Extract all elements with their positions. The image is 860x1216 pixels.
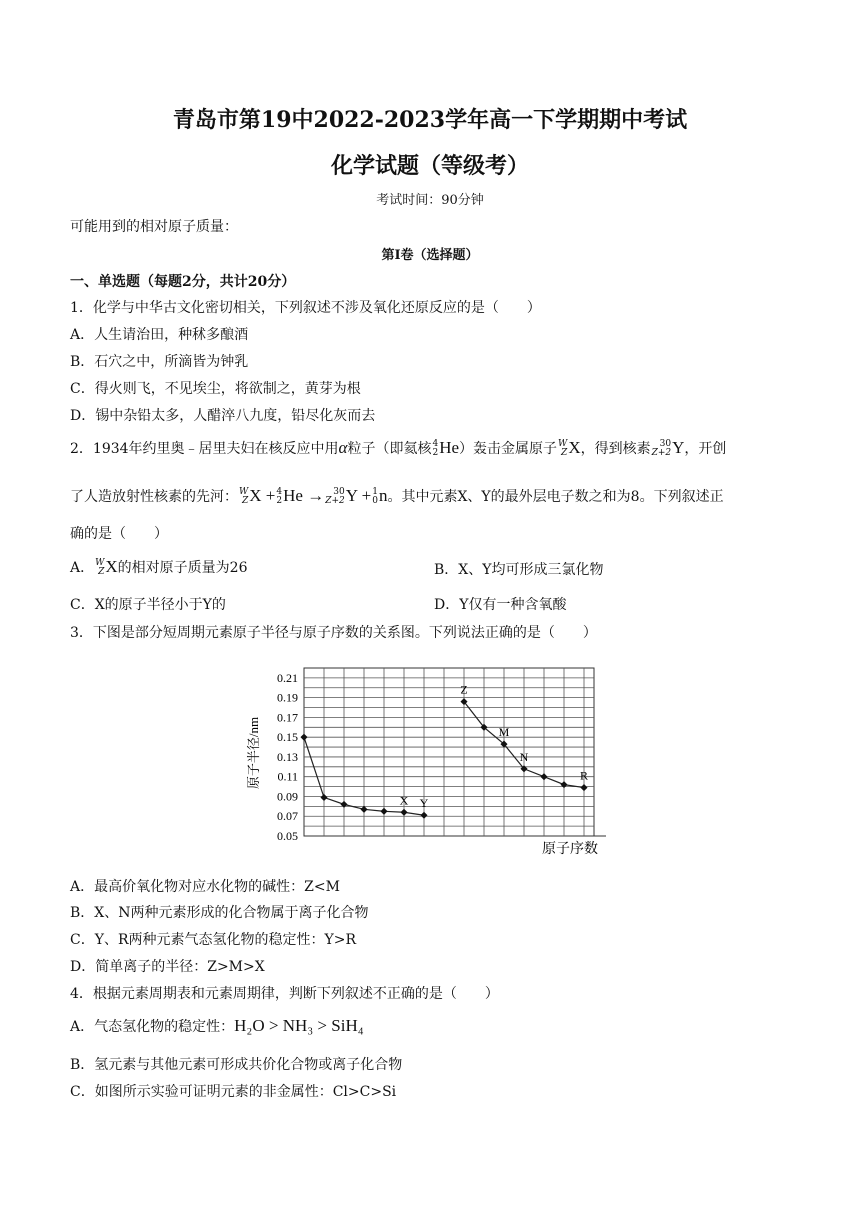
x-axis-label: 原子序数 (542, 842, 598, 857)
section-heading: 第Ⅰ卷（选择题） (381, 248, 479, 263)
data-point (380, 808, 387, 815)
exam-subtitle: 化学试题（等级考） (330, 153, 529, 179)
q2-text: 。其中元素X、Y的最外层电子数之和为8。下列叙述正 (387, 489, 724, 505)
alpha-symbol: α (338, 438, 348, 457)
point-label: Z (460, 682, 468, 697)
plot-frame (304, 668, 594, 836)
option-letter: A． (70, 560, 95, 576)
x-nuclide-indices: W Z (558, 439, 568, 458)
x-nuclide-indices: W Z (95, 558, 105, 577)
q4-stem: 4．根据元素周期表和元素周期律，判断下列叙述不正确的是（ ） (70, 986, 499, 1002)
y-tick-label: 0.05 (277, 829, 298, 843)
he-nuclide-indices: 4 2 (432, 439, 439, 458)
data-point (580, 784, 587, 791)
exam-title: 青岛市第19中2022-2023学年高一下学期期中考试 (172, 107, 688, 133)
atomic-mass-note: 可能用到的相对原子质量： (70, 219, 238, 235)
point-label: R (579, 768, 589, 783)
x-symbol: X (105, 557, 118, 576)
point-label: Y (419, 796, 429, 811)
q1-option-a: A．人生请治田，种秫多酿酒 (70, 327, 249, 343)
exam-time: 考试时间：90分钟 (376, 193, 484, 208)
x-symbol: X (568, 438, 581, 457)
q3-stem: 3．下图是部分短周期元素原子半径与原子序数的关系图。下列说法正确的是（ ） (70, 625, 597, 641)
q2-option-b: B．X、Y均可形成三氯化物 (434, 562, 604, 578)
option-text: 的相对原子质量为26 (117, 560, 248, 576)
point-labels (400, 683, 588, 811)
y-tick-label: 0.21 (277, 670, 298, 685)
q2-text: 了人造放射性核素的先河： (70, 489, 238, 505)
he-symbol: He (439, 438, 460, 457)
q1-stem: 1．化学与中华古文化密切相关，下列叙述不涉及氧化还原反应的是（ ） (70, 300, 541, 316)
y-nuclide-indices: 30 Z+2 (651, 439, 672, 458)
option-text: A．气态氢化物的稳定性： (70, 1019, 235, 1035)
q3-option-c: C．Y、R两种元素气态氢化物的稳定性：Y>R (70, 932, 357, 948)
q3-option-a: A．最高价氧化物对应水化物的碱性：Z<M (70, 879, 340, 895)
q2-line3: 确的是（ ） (70, 526, 168, 542)
q4-formula: H₂O > NH₃ > SiH₄ (234, 1016, 364, 1035)
data-point (340, 801, 347, 808)
q1-option-b: B．石穴之中，所滴皆为钟乳 (70, 354, 249, 370)
data-point (420, 812, 427, 819)
y-tick-labels (277, 671, 298, 843)
data-point (560, 781, 567, 788)
q2-text: ，得到核素 (580, 441, 651, 457)
part-heading: 一、单选题（每题2分，共计20分） (70, 274, 296, 290)
q2-option-d: D．Y仅有一种含氧酸 (434, 597, 567, 613)
y-tick-label: 0.11 (277, 769, 298, 784)
data-point (300, 734, 307, 741)
data-point (400, 809, 407, 816)
q4-option-c: C．如图所示实验可证明元素的非金属性：Cl>C>Si (70, 1084, 397, 1100)
q4-option-a (70, 1016, 364, 1036)
q2-text: ，开创 (684, 441, 727, 457)
y-symbol: Y (672, 438, 685, 457)
y-tick-label: 0.07 (277, 809, 298, 824)
point-label: N (519, 749, 529, 764)
q2-text: ）轰击金属原子 (459, 441, 558, 457)
radius-vs-atomic-number-chart (240, 658, 620, 863)
point-label: X (399, 793, 409, 808)
y-axis-label: 原子半径/nm (246, 716, 261, 790)
nuclear-equation: W Z X + 4 2 He → 30 Z+2 Y + 1 0 n (239, 486, 388, 506)
q3-option-b: B．X、N两种元素形成的化合物属于离子化合物 (70, 905, 369, 921)
y-tick-label: 0.13 (277, 749, 298, 764)
q2-text: 2．1934年约里奥﹣居里夫妇在核反应中用 (70, 441, 339, 457)
y-tick-label: 0.19 (277, 690, 298, 705)
q2-text: 粒子（即氦核 (347, 441, 432, 457)
y-tick-label: 0.17 (277, 710, 298, 725)
q1-option-c: C．得火则飞，不见埃尘，将欲制之，黄芽为根 (70, 381, 361, 397)
data-point (320, 794, 327, 801)
data-point (540, 773, 547, 780)
q4-option-b: B．氢元素与其他元素可形成共价化合物或离子化合物 (70, 1057, 403, 1073)
q3-option-d: D．简单离子的半径：Z>M>X (70, 959, 265, 975)
chart-grid (304, 668, 606, 836)
q1-option-d: D．锡中杂铅太多，人醋淬八九度，铅尽化灰而去 (70, 408, 376, 424)
y-tick-label: 0.15 (277, 730, 298, 745)
q2-option-c: C．X的原子半径小于Y的 (70, 597, 226, 613)
data-point (360, 806, 367, 813)
q2-option-a (70, 557, 248, 577)
point-label: M (498, 725, 510, 740)
q2-line1 (70, 438, 726, 458)
q2-line2 (70, 486, 724, 506)
y-tick-label: 0.09 (277, 789, 298, 804)
